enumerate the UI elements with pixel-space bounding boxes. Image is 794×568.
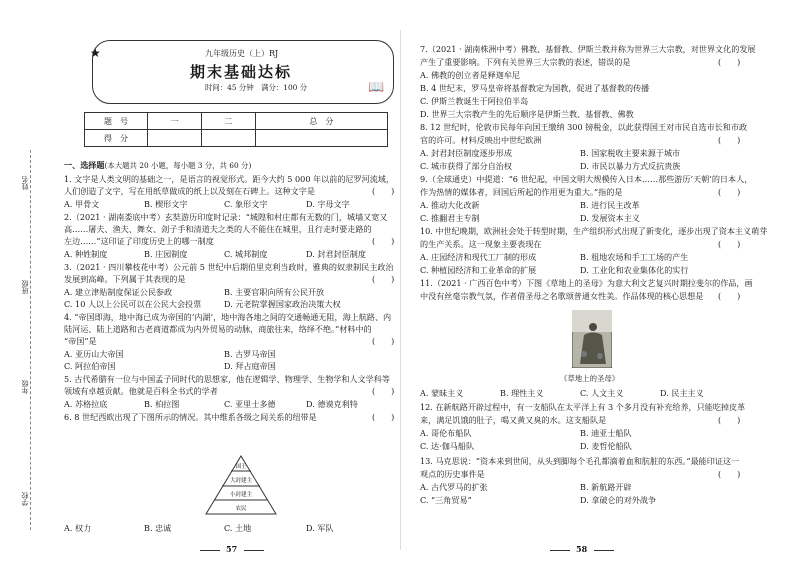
pyramid-level: 大封建主 (229, 478, 253, 484)
q7-opt-a: A. 佛教的创立者是释迦牟尼 (420, 70, 521, 80)
book-icon: 📖 (368, 80, 385, 95)
q10-opt-d: D. 工业化和农业集体化的实行 (580, 265, 689, 275)
q4-opt-c: C. 阿拉伯帝国 (64, 361, 116, 371)
page-number-right: 58 (576, 544, 588, 554)
q6-line1: 6. 8 世纪西欧出现了下图所示的情况。其中维系各级之间关系的纽带是 (64, 412, 317, 422)
q10-opt-a: A. 庄园经济和现代工厂制的形成 (420, 252, 537, 262)
q4-opt-a: A. 亚历山大帝国 (64, 349, 124, 359)
score-cell-empty (201, 130, 255, 147)
q11-opt-a: A. 蒙昧主义 (420, 388, 464, 398)
q13-opt-c: C. “三角贸易” (420, 495, 472, 505)
q10-opt-c: C. 种植园经济和工业革命的扩展 (420, 265, 537, 275)
q9-opt-b: B. 进行民主改革 (580, 200, 640, 210)
q11-line2: 中没有丝毫宗教气氛，作者借圣母之名歌颂普通女性美。作品体现的核心思想是 (420, 291, 704, 301)
q1-line2: 人们创造了文字，写在用纸草做成的纸上以及刻在石碑上。这种文字是 (64, 186, 315, 196)
q5-opt-b: B. 柏拉图 (144, 399, 180, 409)
q3-opt-b: B. 主要官职向所有公民开放 (224, 287, 325, 297)
score-cell: 题 号 (85, 113, 148, 130)
q7-line2: 产生了重要影响。下列有关世界三大宗教的表述，错误的是 (420, 57, 631, 67)
q2-opt-b: B. 庄园制度 (144, 249, 188, 259)
q1-opt-a: A. 甲骨文 (64, 199, 100, 209)
q5-line2: 领域有卓越贡献。他就是百科全书式的学者 (64, 386, 218, 396)
q4-opt-b: B. 古罗马帝国 (224, 349, 276, 359)
star-icon: ★ (90, 46, 101, 60)
q7-line1: 7.（2021 · 湖南株洲中考）佛教、基督教、伊斯兰教并称为世界三大宗教，对世界文化的发展 (420, 44, 756, 54)
q11-opt-d: D. 民主主义 (660, 388, 704, 398)
q1-line1: 1. 文字是人类文明的基础之一，是语言的视觉形式。距今大约 5 000 年以前的尼罗河流域， (64, 174, 394, 184)
painting-caption: 《草地上的圣母》 (560, 374, 620, 383)
q2-opt-a: A. 种姓制度 (64, 249, 108, 259)
q2-line3: 左边……”这印证了印度历史上的哪一制度 (64, 236, 214, 246)
q5-opt-c: C. 亚里士多德 (224, 399, 276, 409)
score-cell: 总 分 (255, 113, 387, 130)
answer-blank: ( ) (718, 188, 741, 197)
answer-blank: ( ) (372, 337, 395, 346)
q8-opt-c: C. 城市获得了部分自治权 (420, 161, 512, 171)
answer-blank: ( ) (718, 292, 741, 301)
answer-blank: ( ) (718, 240, 741, 249)
q4-line1: 4. “帝国即海，地中海已成为帝国的‘内湖’，地中海各地之间的交通畅通无阻，海上航路、内 (64, 312, 392, 322)
q9-opt-c: C. 推翻君主专制 (420, 213, 480, 223)
score-cell: 得 分 (85, 130, 148, 147)
subtitle: 九年级历史（上）RJ (205, 49, 279, 58)
q6-opt-b: B. 忠诚 (144, 523, 172, 533)
answer-blank: ( ) (372, 387, 395, 396)
answer-blank: ( ) (372, 237, 395, 246)
feudal-pyramid (205, 455, 277, 515)
score-cell: 二 (201, 113, 255, 130)
q12-opt-a: A. 哥伦布船队 (420, 428, 472, 438)
side-label-name: 姓名 (21, 176, 29, 190)
side-label-school: 学校 (21, 492, 29, 506)
cut-line (30, 150, 31, 530)
side-label-grade: 年级 (21, 380, 29, 394)
q12-line1: 12. 在新航路开辟过程中，有一支船队在太平洋上有 3 个多月没有补充给养，只能吃掉皮革 (420, 402, 746, 412)
q11-opt-b: B. 理性主义 (500, 388, 544, 398)
q1-opt-d: D. 字母文字 (306, 199, 350, 209)
q8-opt-b: B. 国家税收主要来源于城市 (580, 148, 681, 158)
score-cell: 一 (148, 113, 202, 130)
score-table (84, 112, 388, 147)
q8-line2: 官的许可。材料反映出中世纪欧洲 (420, 135, 542, 145)
answer-blank: ( ) (718, 416, 741, 425)
q9-line1: 9.（全球通史）中提道：“6 世纪起，中国文明大规模传入日本……那些游历‘天朝’的日本人， (420, 174, 753, 184)
pyramid-level: 农民 (235, 506, 247, 512)
q9-opt-a: A. 推动大化改新 (420, 200, 480, 210)
q3-line1: 3.（2021 · 四川攀枝花中考）公元前 5 世纪中后期伯里克利当政时，雅典的奴隶制民主政治 (64, 262, 394, 272)
q7-opt-d: D. 世界三大宗教产生的先后顺序是伊斯兰教、基督教、佛教 (420, 109, 634, 119)
q13-line1: 13. 马克思说：“资本来到世间，从头到脚每个毛孔都滴着血和肮脏的东西。”最能印证这一 (420, 456, 740, 466)
q12-opt-d: D. 麦哲伦船队 (580, 441, 632, 451)
q12-opt-b: B. 迪亚士船队 (580, 428, 632, 438)
exam-meta: 时间：45 分钟 满分：100 分 (205, 83, 308, 92)
q7-opt-c: C. 伊斯兰教诞生于阿拉伯半岛 (420, 96, 529, 106)
q4-opt-d: D. 拜占庭帝国 (224, 361, 276, 371)
side-label-class: 班级 (21, 280, 29, 294)
q6-opt-c: C. 土地 (224, 523, 252, 533)
score-cell-empty (255, 130, 387, 147)
q11-line1: 11.（2021 · 广西百色中考）下图《草地上的圣母》为意大利文艺复兴时期拉斐尔的作品，画 (420, 278, 753, 288)
score-cell-empty (148, 130, 202, 147)
answer-blank: ( ) (718, 58, 741, 67)
q12-line2: 来，满足饥饿的肚子，喝又黄又臭的水。这支船队是 (420, 415, 607, 425)
q2-line1: 2.（2021 · 湖南娄底中考）玄奘游历印度时记录：“城隍和村庄都有无数的门，城墙又宽又 (64, 212, 388, 222)
answer-blank: ( ) (718, 136, 741, 145)
q12-opt-c: C. 达·伽马船队 (420, 441, 475, 451)
q10-line1: 10. 中世纪晚期，欧洲社会处于转型时期，生产组织形式出现了新变化，逐步出现了资本主义萌芽 (420, 226, 768, 236)
q2-line2: 高……屠夫、渔夫、舞女、刽子手和清道夫之类的人不能住在城里，且行走时要走路的 (64, 224, 372, 234)
page-divider (400, 30, 401, 550)
q9-line2: 作为热情的媒体者，回国后所起的作用更为重大。”指的是 (420, 187, 623, 197)
q4-line3: “帝国”是 (64, 336, 97, 346)
q1-opt-c: C. 象形文字 (224, 199, 268, 209)
painting-image (572, 310, 612, 368)
q11-opt-c: C. 人文主义 (580, 388, 624, 398)
q9-opt-d: D. 发展资本主义 (580, 213, 640, 223)
q10-line2: 的生产关系。这一现象主要表现在 (420, 239, 542, 249)
answer-blank: ( ) (372, 275, 395, 284)
q5-opt-d: D. 德谟克利特 (306, 399, 358, 409)
q6-opt-d: D. 军队 (306, 523, 334, 533)
q2-opt-d: D. 封君封臣制度 (306, 249, 366, 259)
q10-opt-b: B. 租地农场和手工工场的产生 (580, 252, 689, 262)
q3-opt-d: D. 元老院掌握国家政治决策大权 (224, 299, 341, 309)
pyramid-level: 国王 (235, 464, 247, 470)
section-note: (本大题共 20 小题，每小题 3 分，共 60 分) (104, 161, 252, 170)
page-number-left: 57 (226, 544, 238, 554)
q5-line1: 5. 古代希腊有一位与中国孟子同时代的思想家，他在逻辑学、物理学、生物学和人文学科等 (64, 374, 390, 384)
q13-opt-d: D. 拿破仑的对外战争 (580, 495, 657, 505)
q3-opt-a: A. 建立津贴制度保证公民参政 (64, 287, 173, 297)
q7-opt-b: B. 4 世纪末，罗马皇帝将基督教定为国教，促进了基督教的传播 (420, 83, 650, 93)
answer-blank: ( ) (718, 470, 741, 479)
q8-opt-d: D. 市民以暴力方式反抗贵族 (580, 161, 681, 171)
q8-opt-a: A. 封君封臣制度逐步形成 (420, 148, 512, 158)
q3-opt-c: C. 10 人以上公民可以在公民大会投票 (64, 299, 202, 309)
q8-line1: 8. 12 世纪时，伦敦市民每年向国王缴纳 300 镑税金，以此获得国王对市民自选市长和市政 (420, 122, 748, 132)
binding-strip (0, 0, 42, 568)
answer-blank: ( ) (372, 413, 395, 422)
q4-line2: 陆河运、陆上道路和古老商道都成为内外贸易的动脉，商旅往来，络绎不绝。”材料中的 (64, 324, 372, 334)
section-heading: 一、选择题 (64, 160, 105, 170)
q13-line2: 观点的历史事件是 (420, 469, 485, 479)
q1-opt-b: B. 楔形文字 (144, 199, 188, 209)
q5-opt-a: A. 苏格拉底 (64, 399, 108, 409)
pyramid-level: 小封建主 (229, 492, 253, 498)
answer-blank: ( ) (372, 187, 395, 196)
q13-opt-b: B. 新航路开辟 (580, 482, 632, 492)
q6-opt-a: A. 权力 (64, 523, 92, 533)
page-title: 期末基础达标 (190, 63, 293, 81)
q3-line2: 发展到高峰。下列属于其表现的是 (64, 274, 186, 284)
q2-opt-c: C. 城邦制度 (224, 249, 268, 259)
q13-opt-a: A. 古代罗马的扩张 (420, 482, 488, 492)
